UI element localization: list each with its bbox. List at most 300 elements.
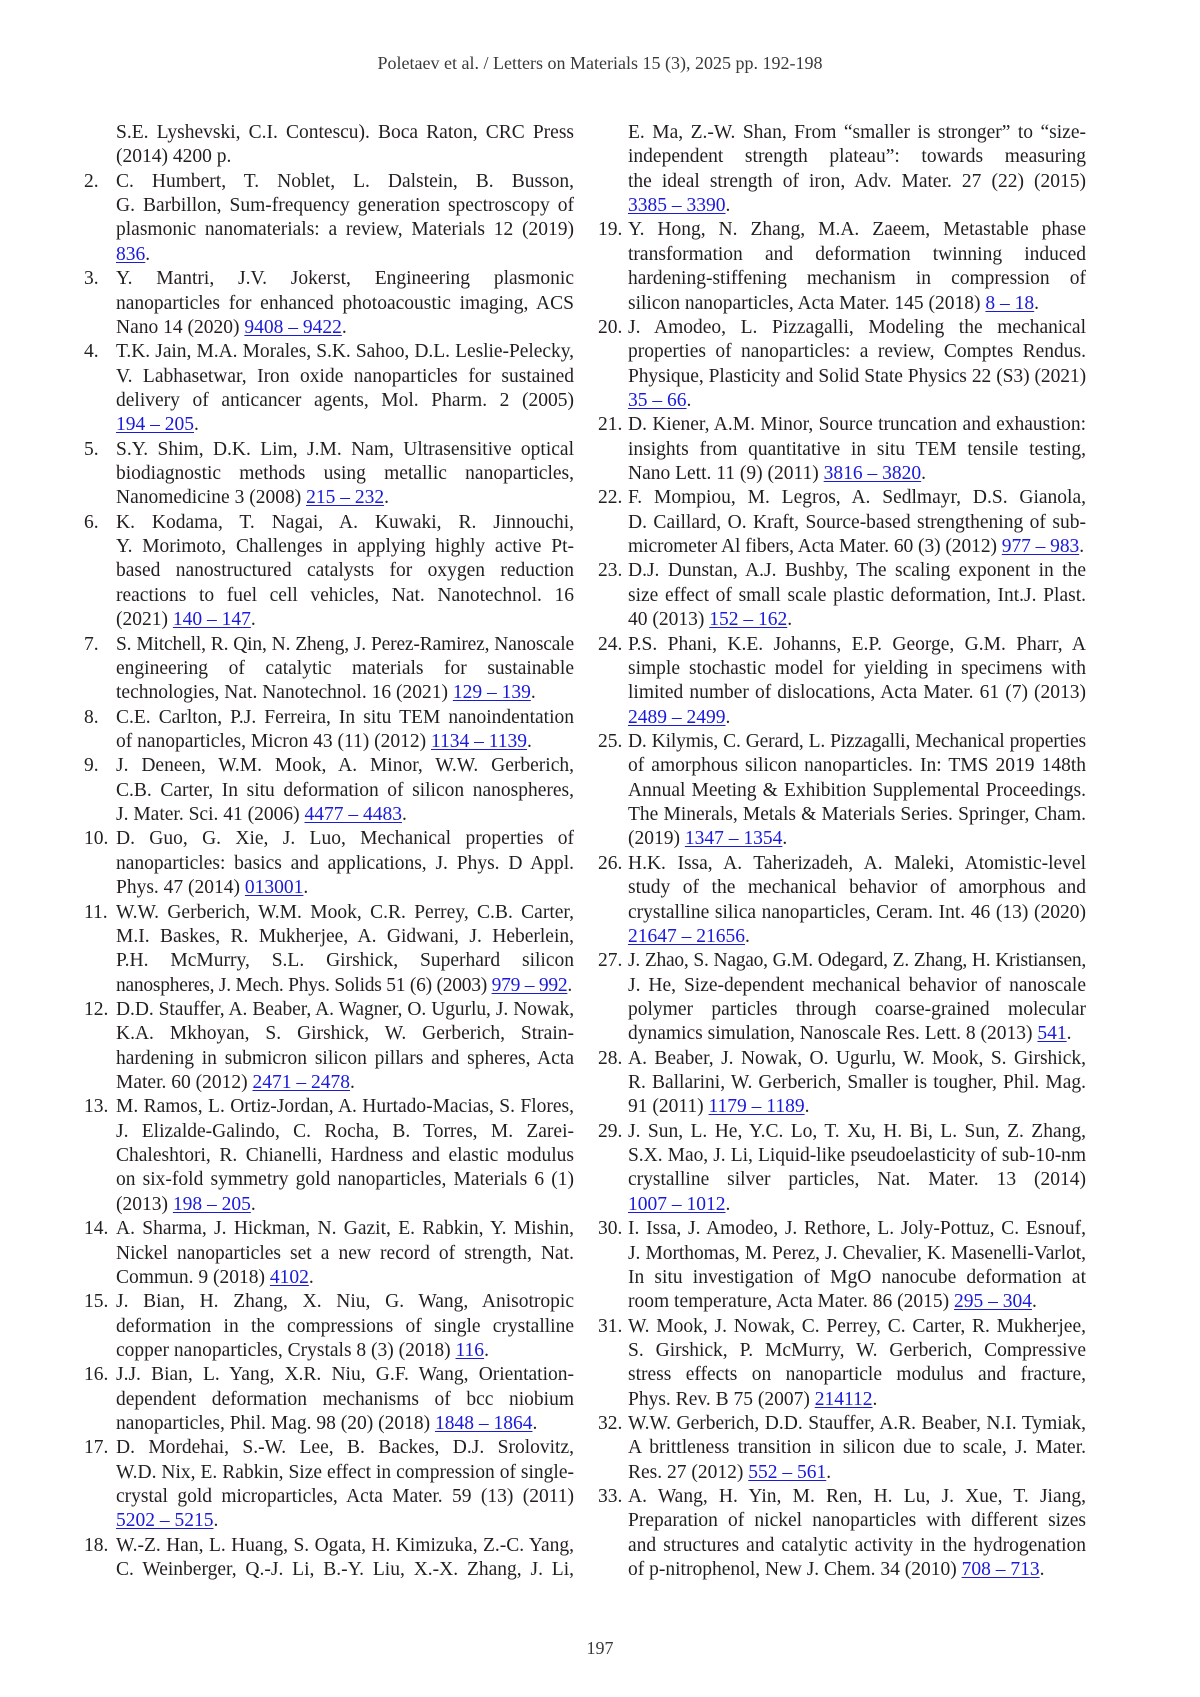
reference-line <box>628 462 1086 486</box>
reference-line <box>628 145 1086 169</box>
reference-line <box>116 681 574 705</box>
reference-line-text: P.H. McMurry, S.L. Girshick, Superhard silicon <box>116 950 574 972</box>
reference-line-text: D.J. Dunstan, A.J. Bushby, The scaling exponent in the <box>628 560 1086 582</box>
reference-number: 11. <box>84 901 108 923</box>
reference-end-period: . <box>725 195 731 217</box>
reference-line <box>628 876 1086 900</box>
reference-end-period: . <box>349 1072 355 1094</box>
reference-line-text: Nano 14 (2020) <box>116 316 245 338</box>
reference-line <box>116 438 574 462</box>
reference-item <box>598 852 1086 949</box>
reference-item <box>598 121 1086 218</box>
reference-item <box>84 1290 574 1363</box>
reference-item <box>84 1534 574 1583</box>
reference-line-text: nanoparticles for enhanced photoacoustic imaging, ACS <box>116 292 574 314</box>
reference-text <box>116 1436 574 1533</box>
reference-pages-link[interactable]: 836 <box>116 243 146 265</box>
reference-text <box>116 170 574 267</box>
reference-line <box>116 462 574 486</box>
reference-line <box>628 1558 1086 1582</box>
reference-line <box>628 559 1086 583</box>
reference-pages-link[interactable]: 295 – 304 <box>953 1291 1032 1313</box>
reference-pages-link[interactable]: 4102 <box>269 1266 309 1288</box>
reference-item <box>598 218 1086 315</box>
reference-line <box>628 1022 1086 1046</box>
reference-text <box>628 730 1086 852</box>
reference-line <box>116 340 574 364</box>
reference-end-period: . <box>725 706 731 728</box>
reference-end-period: . <box>194 414 199 436</box>
reference-end-period: . <box>745 925 750 947</box>
reference-text <box>116 1217 574 1290</box>
reference-end-period: . <box>872 1388 878 1410</box>
reference-line <box>116 1120 574 1144</box>
reference-line-text: C.E. Carlton, P.J. Ferreira, In situ TEM nanoindentation <box>116 706 574 728</box>
reference-number: 16. <box>84 1364 109 1386</box>
reference-line-text: Commun. 9 (2018) <box>116 1266 270 1288</box>
reference-end-period: . <box>1066 1023 1072 1045</box>
reference-number: 19. <box>598 219 623 241</box>
reference-line-text: Y. Morimoto, Challenges in applying highly active Pt- <box>116 536 574 558</box>
references-column-right <box>598 121 1086 1583</box>
reference-pages-link[interactable]: 979 – 992 <box>491 974 568 996</box>
reference-text <box>628 1412 1086 1485</box>
reference-line <box>628 1047 1086 1071</box>
reference-line <box>116 121 574 145</box>
reference-line-text: W.-Z. Han, L. Huang, S. Ogata, H. Kimizuka, Z.-C. Yang, <box>116 1534 574 1556</box>
reference-line-text: J. He, Size-dependent mechanical behavior of nanoscale <box>628 974 1086 996</box>
reference-pages-link[interactable]: 35 – 66 <box>628 389 687 411</box>
reference-pages-link[interactable]: 2489 – 2499 <box>628 706 726 728</box>
reference-pages-link[interactable]: 3385 – 3390 <box>628 195 726 217</box>
reference-text <box>628 1120 1086 1217</box>
reference-pages-link[interactable]: 8 – 18 <box>985 292 1035 314</box>
reference-item <box>84 438 574 511</box>
reference-line <box>628 852 1086 876</box>
reference-line <box>628 1388 1086 1412</box>
reference-end-period: . <box>1079 536 1085 558</box>
reference-text <box>116 827 574 900</box>
reference-line <box>628 1071 1086 1095</box>
reference-item <box>598 1412 1086 1485</box>
reference-line <box>116 1412 574 1436</box>
reference-line-text: C. Weinberger, Q.-J. Li, B.-Y. Liu, X.-X. Zhang, J. Li, <box>116 1559 574 1581</box>
reference-end-period: . <box>384 487 389 509</box>
reference-text <box>116 1363 574 1436</box>
reference-pages-link[interactable]: 708 – 713 <box>961 1559 1040 1581</box>
reference-line-text: D.D. Stauffer, A. Beaber, A. Wagner, O. Ugurlu, J. Nowak, <box>116 998 574 1020</box>
reference-line-text: 91 (2011) <box>628 1096 709 1118</box>
reference-line <box>628 1534 1086 1558</box>
reference-line <box>116 1290 574 1314</box>
reference-pages-link[interactable]: 152 – 162 <box>709 609 788 631</box>
reference-item <box>84 998 574 1095</box>
reference-number: 4. <box>84 341 99 363</box>
reference-line <box>628 1485 1086 1509</box>
reference-number: 29. <box>598 1120 623 1142</box>
references-column-left <box>84 121 574 1583</box>
reference-number: 13. <box>84 1096 109 1118</box>
reference-text <box>628 559 1086 632</box>
reference-line-text: micrometer Al fibers, Acta Mater. 60 (3) (2012) <box>628 536 1002 558</box>
reference-end-period: . <box>250 1193 256 1215</box>
reference-line <box>116 901 574 925</box>
reference-line <box>628 243 1086 267</box>
reference-line <box>628 1144 1086 1168</box>
reference-line-text: copper nanoparticles, Crystals 8 (3) (2018) <box>116 1339 456 1361</box>
reference-end-period: . <box>921 463 927 485</box>
reference-text <box>628 316 1086 413</box>
reference-number: 30. <box>598 1218 623 1240</box>
reference-text <box>628 633 1086 730</box>
reference-pages-link[interactable]: 1179 – 1189 <box>708 1096 805 1118</box>
reference-line-text: M.I. Baskes, R. Mukherjee, A. Gidwani, J. Heberlein, <box>116 925 574 947</box>
reference-pages-link[interactable]: 194 – 205 <box>116 414 194 436</box>
reference-line <box>628 1315 1086 1339</box>
reference-text <box>116 901 574 998</box>
reference-line <box>116 779 574 803</box>
reference-item <box>84 267 574 340</box>
reference-line <box>116 486 574 510</box>
reference-line <box>628 1266 1086 1290</box>
reference-item <box>84 1363 574 1436</box>
reference-line-text: R. Ballarini, W. Gerberich, Smaller is tougher, Phil. Mag. <box>628 1072 1086 1094</box>
reference-line-text: nanoparticles: basics and applications, J. Phys. D Appl. <box>116 852 574 874</box>
reference-number: 28. <box>598 1047 623 1069</box>
reference-number: 32. <box>598 1413 623 1435</box>
reference-item <box>84 1436 574 1533</box>
reference-line-text: simple stochastic model for yielding in specimens with <box>628 657 1086 679</box>
reference-item <box>84 754 574 827</box>
reference-end-period: . <box>804 1096 810 1118</box>
reference-line <box>628 511 1086 535</box>
reference-number: 14. <box>84 1218 109 1240</box>
reference-line <box>116 559 574 583</box>
reference-line <box>116 1095 574 1119</box>
reference-number: 27. <box>598 950 623 972</box>
reference-line-text: F. Mompiou, M. Legros, A. Sedlmayr, D.S. Gianola, <box>628 487 1086 509</box>
reference-line-text: W.W. Gerberich, D.D. Stauffer, A.R. Beaber, N.I. Tymiak, <box>628 1413 1086 1435</box>
reference-number: 3. <box>84 268 99 290</box>
reference-line-text: W.W. Gerberich, W.M. Mook, C.R. Perrey, C.B. Carter, <box>116 901 574 923</box>
reference-line <box>628 779 1086 803</box>
reference-line <box>628 803 1086 827</box>
reference-number: 24. <box>598 633 623 655</box>
reference-end-period: . <box>826 1461 832 1483</box>
reference-pages-link[interactable]: 4477 – 4483 <box>304 804 402 826</box>
reference-item <box>84 827 574 900</box>
reference-line <box>116 706 574 730</box>
reference-line-text: crystal gold microparticles, Acta Mater. 59 (13) (2011) <box>116 1486 574 1508</box>
reference-line <box>116 852 574 876</box>
reference-line <box>116 413 574 437</box>
reference-line-text: (2021) <box>116 609 173 631</box>
reference-line-text: M. Ramos, L. Ortiz-Jordan, A. Hurtado-Macias, S. Flores, <box>116 1096 574 1118</box>
reference-line <box>628 1217 1086 1241</box>
reference-line-text: D. Guo, G. Xie, J. Luo, Mechanical properties of <box>116 828 574 850</box>
reference-end-period: . <box>567 974 573 996</box>
reference-line <box>628 535 1086 559</box>
reference-pages-link[interactable]: 215 – 232 <box>306 487 385 509</box>
reference-text <box>628 1047 1086 1120</box>
reference-line-text: The Minerals, Metals & Materials Series. Springer, Cham. <box>628 804 1086 826</box>
reference-line-text: C. Humbert, T. Noblet, L. Dalstein, B. Busson, <box>116 170 574 192</box>
reference-pages-link[interactable]: 2471 – 2478 <box>252 1072 350 1094</box>
reference-line <box>628 1193 1086 1217</box>
reference-line-text: (2014) 4200 p. <box>116 146 232 168</box>
reference-line <box>628 121 1086 145</box>
reference-pages-link[interactable]: 3816 – 3820 <box>823 463 922 485</box>
reference-number: 5. <box>84 438 99 460</box>
reference-number: 17. <box>84 1437 109 1459</box>
reference-line-text: C.B. Carter, In situ deformation of silicon nanospheres, <box>116 779 574 801</box>
reference-end-period: . <box>530 682 536 704</box>
reference-text <box>116 1095 574 1217</box>
reference-line <box>628 1461 1086 1485</box>
reference-pages-link[interactable]: 552 – 561 <box>748 1461 827 1483</box>
reference-end-period: . <box>341 316 347 338</box>
reference-line-text: I. Issa, J. Amodeo, J. Rethore, L. Joly-Pottuz, C. Esnouf, <box>628 1218 1086 1240</box>
reference-pages-link[interactable]: 129 – 139 <box>452 682 531 704</box>
reference-line <box>628 974 1086 998</box>
reference-line-text: S.Y. Shim, D.K. Lim, J.M. Nam, Ultrasensitive optical <box>116 438 574 460</box>
reference-line-text: of nanoparticles, Micron 43 (11) (2012) <box>116 730 431 752</box>
reference-number: 18. <box>84 1534 109 1556</box>
reference-line <box>628 608 1086 632</box>
reference-pages-link[interactable]: 5202 – 5215 <box>116 1510 214 1532</box>
reference-line <box>116 657 574 681</box>
reference-end-period: . <box>787 609 793 631</box>
reference-item <box>598 413 1086 486</box>
reference-number: 31. <box>598 1315 623 1337</box>
reference-end-period: . <box>250 609 256 631</box>
reference-line <box>116 584 574 608</box>
reference-line-text: K. Kodama, T. Nagai, A. Kuwaki, R. Jinnouchi, <box>116 511 574 533</box>
reference-line-text: independent strength plateau”: towards measuring <box>628 146 1086 168</box>
reference-line-text: Chaleshtori, R. Chianelli, Hardness and elastic modulus <box>116 1145 574 1167</box>
reference-line-text: transformation and deformation twinning induced <box>628 243 1086 265</box>
reference-item <box>84 170 574 267</box>
reference-line-text: (2019) <box>628 828 685 850</box>
reference-pages-link[interactable]: 013001 <box>244 877 304 899</box>
reference-line-text: Phys. Rev. B 75 (2007) <box>628 1388 815 1410</box>
reference-end-period: . <box>527 730 532 752</box>
reference-line-text: A. Wang, H. Yin, M. Ren, H. Lu, J. Xue, T. Jiang, <box>628 1486 1086 1508</box>
reference-line <box>628 633 1086 657</box>
reference-line <box>628 827 1086 851</box>
reference-line-text: P.S. Phani, K.E. Johanns, E.P. George, G.M. Pharr, A <box>628 633 1086 655</box>
reference-end-period: . <box>401 804 407 826</box>
reference-text <box>628 949 1086 1046</box>
reference-number: 7. <box>84 633 99 655</box>
reference-text <box>116 998 574 1095</box>
reference-line <box>116 316 574 340</box>
reference-line-text: Preparation of nickel nanoparticles with different sizes <box>628 1510 1086 1532</box>
reference-line <box>116 1168 574 1192</box>
reference-line <box>628 657 1086 681</box>
reference-line-text: crystalline silica nanoparticles, Ceram. Int. 46 (13) (2020) <box>628 901 1086 923</box>
reference-line-text: on six-fold symmetry gold nanoparticles, Materials 6 (1) <box>116 1169 574 1191</box>
reference-item <box>84 511 574 633</box>
reference-line-text: Res. 27 (2012) <box>628 1461 749 1483</box>
reference-line-text: of amorphous silicon nanoparticles. In: TMS 2019 148th <box>628 755 1086 777</box>
reference-line <box>116 1217 574 1241</box>
reference-line-text: J. Mater. Sci. 41 (2006) <box>116 804 305 826</box>
reference-line-text: properties of nanoparticles: a review, Comptes Rendus. <box>628 341 1086 363</box>
reference-number: 20. <box>598 316 623 338</box>
reference-line <box>116 1266 574 1290</box>
reference-line-text: K.A. Mkhoyan, S. Girshick, W. Gerberich, Strain- <box>116 1023 574 1045</box>
reference-item <box>598 559 1086 632</box>
reference-text <box>628 852 1086 949</box>
reference-pages-link[interactable]: 1134 – 1139 <box>430 730 528 752</box>
reference-text <box>116 754 574 827</box>
reference-item <box>84 1217 574 1290</box>
reference-line-text: hardening in submicron silicon pillars and spheres, Acta <box>116 1047 574 1069</box>
reference-line-text: limited number of dislocations, Acta Mater. 61 (7) (2013) <box>628 682 1086 704</box>
reference-pages-link[interactable]: 541 <box>1037 1023 1067 1045</box>
reference-item <box>598 949 1086 1046</box>
reference-line-text: A brittleness transition in silicon due to scale, J. Mater. <box>628 1437 1086 1459</box>
reference-pages-link[interactable]: 977 – 983 <box>1001 536 1080 558</box>
reference-pages-link[interactable]: 1848 – 1864 <box>434 1413 533 1435</box>
reference-line <box>116 803 574 827</box>
reference-line-text: silicon nanoparticles, Acta Mater. 145 (2018) <box>628 292 986 314</box>
reference-line <box>628 438 1086 462</box>
reference-line-text: the ideal strength of iron, Adv. Mater. 27 (22) (2015) <box>628 170 1086 192</box>
reference-pages-link[interactable]: 21647 – 21656 <box>628 925 745 947</box>
reference-text <box>628 486 1086 559</box>
reference-text <box>116 121 574 170</box>
reference-line-text: V. Labhasetwar, Iron oxide nanoparticles for sustained <box>116 365 574 387</box>
reference-line-text: reactions to fuel cell vehicles, Nat. Nanotechnol. 16 <box>116 584 574 606</box>
reference-text <box>628 1217 1086 1314</box>
reference-line <box>116 925 574 949</box>
reference-item <box>84 901 574 998</box>
reference-pages-link[interactable]: 198 – 205 <box>172 1193 251 1215</box>
reference-line <box>116 1315 574 1339</box>
reference-end-period: . <box>1034 292 1040 314</box>
reference-line-text: Physique, Plasticity and Solid State Physics 22 (S3) (2021) <box>628 365 1086 387</box>
reference-number: 33. <box>598 1486 623 1508</box>
reference-line <box>116 535 574 559</box>
reference-item <box>598 633 1086 730</box>
reference-line-text: S. Mitchell, R. Qin, N. Zheng, J. Perez-Ramirez, Nanoscale <box>116 633 574 655</box>
reference-line <box>116 1558 574 1582</box>
reference-pages-link[interactable]: 140 – 147 <box>172 609 251 631</box>
reference-line <box>116 974 574 998</box>
reference-line <box>116 1363 574 1387</box>
reference-item <box>84 633 574 706</box>
reference-line <box>628 1290 1086 1314</box>
reference-item <box>84 706 574 755</box>
reference-line-text: deformation in the compressions of single crystalline <box>116 1315 574 1337</box>
reference-line <box>628 925 1086 949</box>
reference-line-text: D. Kilymis, C. Gerard, L. Pizzagalli, Mechanical properties <box>628 730 1086 752</box>
reference-line-text: J. Zhao, S. Nagao, G.M. Odegard, Z. Zhang, H. Kristiansen, <box>628 950 1086 972</box>
reference-line-text: Y. Hong, N. Zhang, M.A. Zaeem, Metastable phase <box>628 219 1086 241</box>
reference-item <box>598 1120 1086 1217</box>
reference-text <box>628 121 1086 218</box>
reference-pages-link[interactable]: 1007 – 1012 <box>628 1193 726 1215</box>
reference-item <box>598 730 1086 852</box>
reference-line-text: technologies, Nat. Nanotechnol. 16 (2021) <box>116 682 453 704</box>
reference-line-text: crystalline silver particles, Nat. Mater. 13 (2014) <box>628 1169 1086 1191</box>
reference-line <box>116 1071 574 1095</box>
reference-line <box>116 608 574 632</box>
reference-line-text: plasmonic nanomaterials: a review, Materials 12 (2019) <box>116 219 574 241</box>
reference-item <box>598 316 1086 413</box>
reference-line <box>628 413 1086 437</box>
reference-line <box>628 194 1086 218</box>
reference-number: 15. <box>84 1291 109 1313</box>
reference-line <box>116 218 574 242</box>
reference-line <box>116 1242 574 1266</box>
reference-text <box>628 1485 1086 1582</box>
reference-line-text: Y. Mantri, J.V. Jokerst, Engineering plasmonic <box>116 268 574 290</box>
reference-line <box>116 1509 574 1533</box>
reference-line <box>116 876 574 900</box>
reference-line-text: dynamics simulation, Nanoscale Res. Lett. 8 (2013) <box>628 1023 1038 1045</box>
reference-line <box>116 1534 574 1558</box>
reference-text <box>628 218 1086 315</box>
reference-line-text: D. Mordehai, S.-W. Lee, B. Backes, D.J. Srolovitz, <box>116 1437 574 1459</box>
reference-pages-link[interactable]: 116 <box>455 1339 485 1361</box>
reference-line-text: S. Girshick, P. McMurry, W. Gerberich, Compressive <box>628 1339 1086 1361</box>
reference-number: 26. <box>598 852 623 874</box>
reference-pages-link[interactable]: 9408 – 9422 <box>244 316 342 338</box>
reference-line-text: D. Caillard, O. Kraft, Source-based strengthening of sub- <box>628 511 1086 533</box>
reference-line-text: J. Amodeo, L. Pizzagalli, Modeling the mechanical <box>628 316 1086 338</box>
reference-line <box>628 901 1086 925</box>
reference-item <box>84 340 574 437</box>
reference-line <box>628 754 1086 778</box>
reference-number: 12. <box>84 998 109 1020</box>
reference-line-text: J. Elizalde-Galindo, C. Rocha, B. Torres, M. Zarei- <box>116 1120 574 1142</box>
reference-end-period: . <box>725 1193 731 1215</box>
reference-line-text: W.D. Nix, E. Rabkin, Size effect in compression of single- <box>116 1461 574 1483</box>
reference-end-period: . <box>303 877 309 899</box>
reference-line-text: Annual Meeting & Exhibition Supplemental Proceedings. <box>628 779 1086 801</box>
reference-line <box>628 170 1086 194</box>
reference-text <box>628 413 1086 486</box>
reference-text <box>628 1315 1086 1412</box>
reference-pages-link[interactable]: 1347 – 1354 <box>684 828 783 850</box>
reference-line-text: nanospheres, J. Mech. Phys. Solids 51 (6) (2003) <box>116 974 492 996</box>
reference-line-text: dependent deformation mechanisms of bcc niobium <box>116 1388 574 1410</box>
reference-line <box>116 1485 574 1509</box>
reference-line <box>116 145 574 169</box>
reference-line-text: Nickel nanoparticles set a new record of strength, Nat. <box>116 1242 574 1264</box>
reference-line <box>116 1339 574 1363</box>
reference-line <box>628 365 1086 389</box>
reference-line <box>116 1436 574 1460</box>
reference-line <box>628 1509 1086 1533</box>
reference-line <box>628 389 1086 413</box>
reference-line <box>628 1436 1086 1460</box>
reference-end-period: . <box>686 389 692 411</box>
reference-line <box>116 1022 574 1046</box>
reference-line <box>628 730 1086 754</box>
reference-item <box>598 1047 1086 1120</box>
reference-item <box>598 1485 1086 1582</box>
reference-number: 9. <box>84 755 99 777</box>
reference-line <box>628 1339 1086 1363</box>
reference-end-period: . <box>484 1339 489 1361</box>
reference-line-text: J. Bian, H. Zhang, X. Niu, G. Wang, Anisotropic <box>116 1291 574 1313</box>
reference-number: 22. <box>598 487 623 509</box>
reference-pages-link[interactable]: 214112 <box>814 1388 873 1410</box>
